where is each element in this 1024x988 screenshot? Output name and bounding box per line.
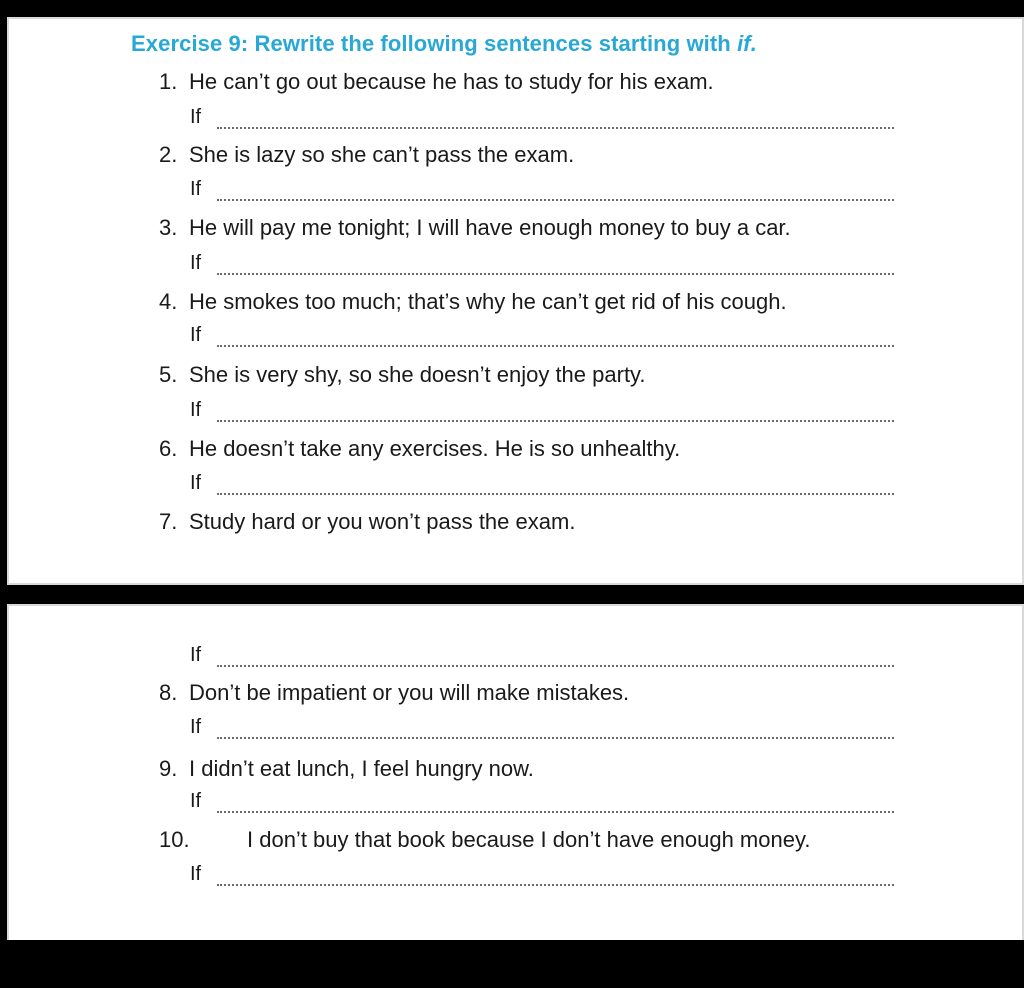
exercise-title xyxy=(131,31,757,57)
dotted-line xyxy=(217,420,894,422)
question-4: 4. He smokes too much; that’s why he can’t get rid of his cough. xyxy=(159,289,787,314)
question-text: He smokes too much; that’s why he can’t get rid of his cough. xyxy=(189,289,787,314)
dotted-line xyxy=(217,273,894,275)
question-7: 7. Study hard or you won’t pass the exam. xyxy=(159,509,576,534)
exercise-title-text: Exercise 9: Rewrite the following sentences starting with xyxy=(131,31,738,56)
answer-prompt: If xyxy=(190,863,202,885)
dotted-line xyxy=(217,345,894,347)
answer-line-1[interactable] xyxy=(190,106,894,132)
answer-line-7[interactable] xyxy=(190,644,894,670)
question-text: I don’t buy that book because I don’t have enough money. xyxy=(247,827,811,852)
answer-prompt: If xyxy=(190,790,202,812)
question-1: 1. He can’t go out because he has to study for his exam. xyxy=(159,69,714,94)
question-text: She is very shy, so she doesn’t enjoy the party. xyxy=(189,362,646,387)
question-text: He doesn’t take any exercises. He is so unhealthy. xyxy=(189,436,681,461)
question-2: 2. She is lazy so she can’t pass the exam. xyxy=(159,142,575,167)
answer-prompt: If xyxy=(190,644,202,666)
question-8: 8. Don’t be impatient or you will make mistakes. xyxy=(159,680,630,705)
dotted-line xyxy=(217,811,894,813)
dotted-line xyxy=(217,493,894,495)
worksheet-page-1 xyxy=(7,17,1024,585)
question-5: 5. She is very shy, so she doesn’t enjoy the party. xyxy=(159,362,646,387)
question-10: 10. I don’t buy that book because I don’t have enough money. xyxy=(159,827,811,852)
answer-line-4[interactable] xyxy=(190,324,894,350)
question-text: I didn’t eat lunch, I feel hungry now. xyxy=(189,756,534,781)
question-3: 3. He will pay me tonight; I will have enough money to buy a car. xyxy=(159,215,791,240)
answer-prompt: If xyxy=(190,399,202,421)
answer-line-2[interactable] xyxy=(190,178,894,204)
answer-line-10[interactable] xyxy=(190,863,894,889)
question-text: Don’t be impatient or you will make mistakes. xyxy=(189,680,630,705)
dotted-line xyxy=(217,127,894,129)
answer-line-6[interactable] xyxy=(190,472,894,498)
question-text: He can’t go out because he has to study for his exam. xyxy=(189,69,714,94)
question-text: Study hard or you won’t pass the exam. xyxy=(189,509,576,534)
answer-prompt: If xyxy=(190,178,202,200)
dotted-line xyxy=(217,884,894,886)
answer-prompt: If xyxy=(190,472,202,494)
dotted-line xyxy=(217,199,894,201)
answer-prompt: If xyxy=(190,106,202,128)
answer-prompt: If xyxy=(190,716,202,738)
answer-prompt: If xyxy=(190,324,202,346)
question-9: 9. I didn’t eat lunch, I feel hungry now. xyxy=(159,756,534,781)
question-text: He will pay me tonight; I will have enough money to buy a car. xyxy=(189,215,791,240)
answer-line-3[interactable] xyxy=(190,252,894,278)
answer-prompt: If xyxy=(190,252,202,274)
exercise-title-emphasis: if. xyxy=(737,31,757,56)
answer-line-8[interactable] xyxy=(190,716,894,742)
dotted-line xyxy=(217,737,894,739)
worksheet-page-2 xyxy=(7,604,1024,940)
answer-line-9[interactable] xyxy=(190,790,894,816)
answer-line-5[interactable] xyxy=(190,399,894,425)
question-text: She is lazy so she can’t pass the exam. xyxy=(189,142,575,167)
dotted-line xyxy=(217,665,894,667)
question-6: 6. He doesn’t take any exercises. He is so unhealthy. xyxy=(159,436,681,461)
